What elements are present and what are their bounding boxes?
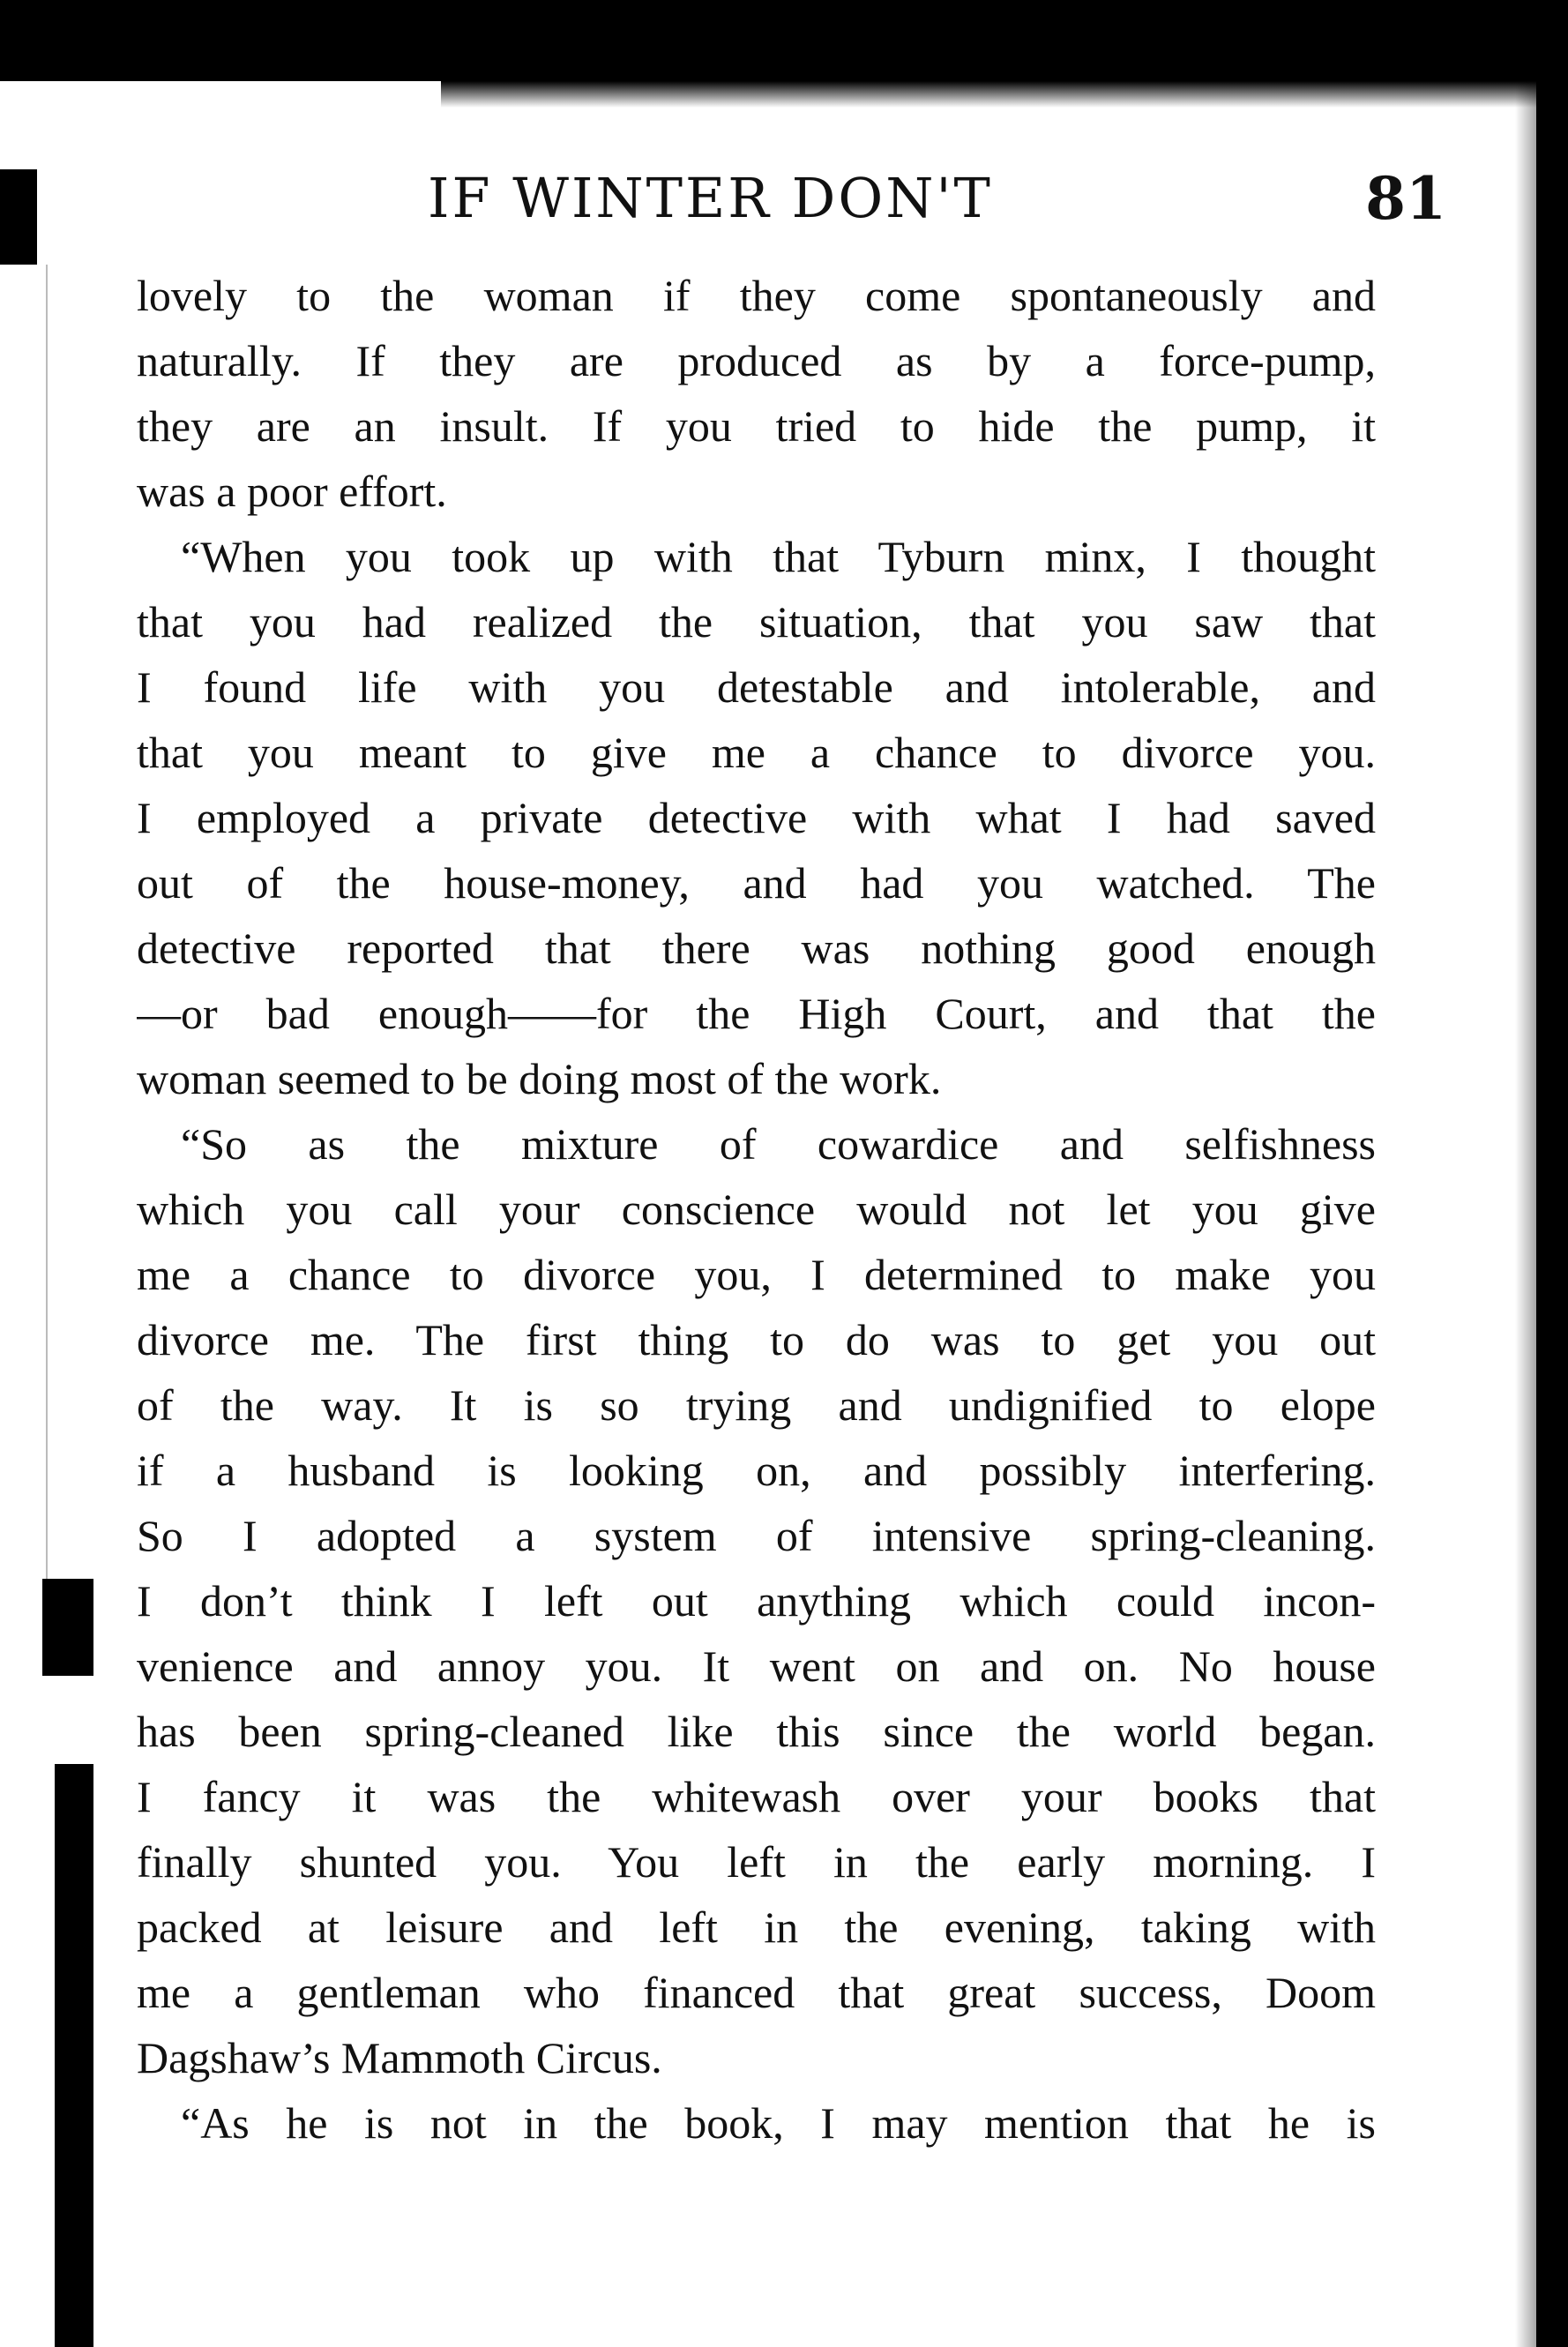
text-line: of the way. It is so trying and undignified to elope <box>137 1380 1376 1430</box>
running-title: IF WINTER DON'T <box>428 166 993 230</box>
text-line: I employed a private detective with what I had saved <box>137 793 1376 842</box>
paragraph <box>137 263 1376 524</box>
text-line: I found life with you detestable and intolerable, and <box>137 662 1376 712</box>
scan-border-top <box>0 0 1568 81</box>
text-line: I don’t think I left out anything which could incon- <box>137 1576 1376 1626</box>
text-line: that you had realized the situation, that you saw that <box>137 597 1376 647</box>
text-line: woman seemed to be doing most of the work. <box>137 1054 942 1103</box>
text-line: “When you took up with that Tyburn minx, I thought <box>181 532 1376 581</box>
text-line: has been spring-cleaned like this since the world began. <box>137 1707 1376 1756</box>
text-line: that you meant to give me a chance to divorce you. <box>137 728 1376 777</box>
text-line: “So as the mixture of cowardice and selfishness <box>181 1119 1376 1169</box>
text-line: if a husband is looking on, and possibly interfering. <box>137 1446 1376 1495</box>
scan-border-left-lower <box>55 1764 93 2347</box>
text-line: finally shunted you. You left in the early morning. I <box>137 1837 1376 1887</box>
text-line: —or bad enough——for the High Court, and that the <box>137 989 1376 1038</box>
text-line: they are an insult. If you tried to hide the pump, it <box>137 401 1376 451</box>
scan-border-right <box>1536 0 1568 2347</box>
text-line: “As he is not in the book, I may mention that he is <box>181 2098 1376 2148</box>
text-line: me a gentleman who financed that great success, Doom <box>137 1968 1376 2017</box>
text-line: Dagshaw’s Mammoth Circus. <box>137 2033 662 2082</box>
scan-border-right-shadow <box>1515 0 1536 2347</box>
running-head <box>141 159 1464 238</box>
text-line: divorce me. The first thing to do was to get you out <box>137 1315 1376 1364</box>
text-line: me a chance to divorce you, I determined to make you <box>137 1250 1376 1299</box>
paragraph <box>137 2090 1376 2156</box>
page-corner <box>0 81 441 169</box>
text-line: I fancy it was the whitewash over your books that <box>137 1772 1376 1821</box>
scan-border-left-mark <box>42 1579 93 1676</box>
text-line: lovely to the woman if they come spontaneously and <box>137 271 1376 320</box>
paragraph <box>137 1111 1376 2090</box>
scan-margin-line <box>46 265 48 1588</box>
text-line: which you call your conscience would not let you give <box>137 1185 1376 1234</box>
text-line: So I adopted a system of intensive spring-cleaning. <box>137 1511 1376 1560</box>
text-line: detective reported that there was nothing good enough <box>137 923 1376 973</box>
body-text <box>137 263 1376 2156</box>
text-line: out of the house-money, and had you watched. The <box>137 858 1376 908</box>
paragraph <box>137 524 1376 1111</box>
page-number: 81 <box>1365 164 1446 233</box>
text-line: naturally. If they are produced as by a force-pump, <box>137 336 1376 385</box>
text-line: was a poor effort. <box>137 467 447 516</box>
text-line: packed at leisure and left in the evening, taking with <box>137 1902 1376 1952</box>
text-line: venience and annoy you. It went on and on. No house <box>137 1641 1376 1691</box>
